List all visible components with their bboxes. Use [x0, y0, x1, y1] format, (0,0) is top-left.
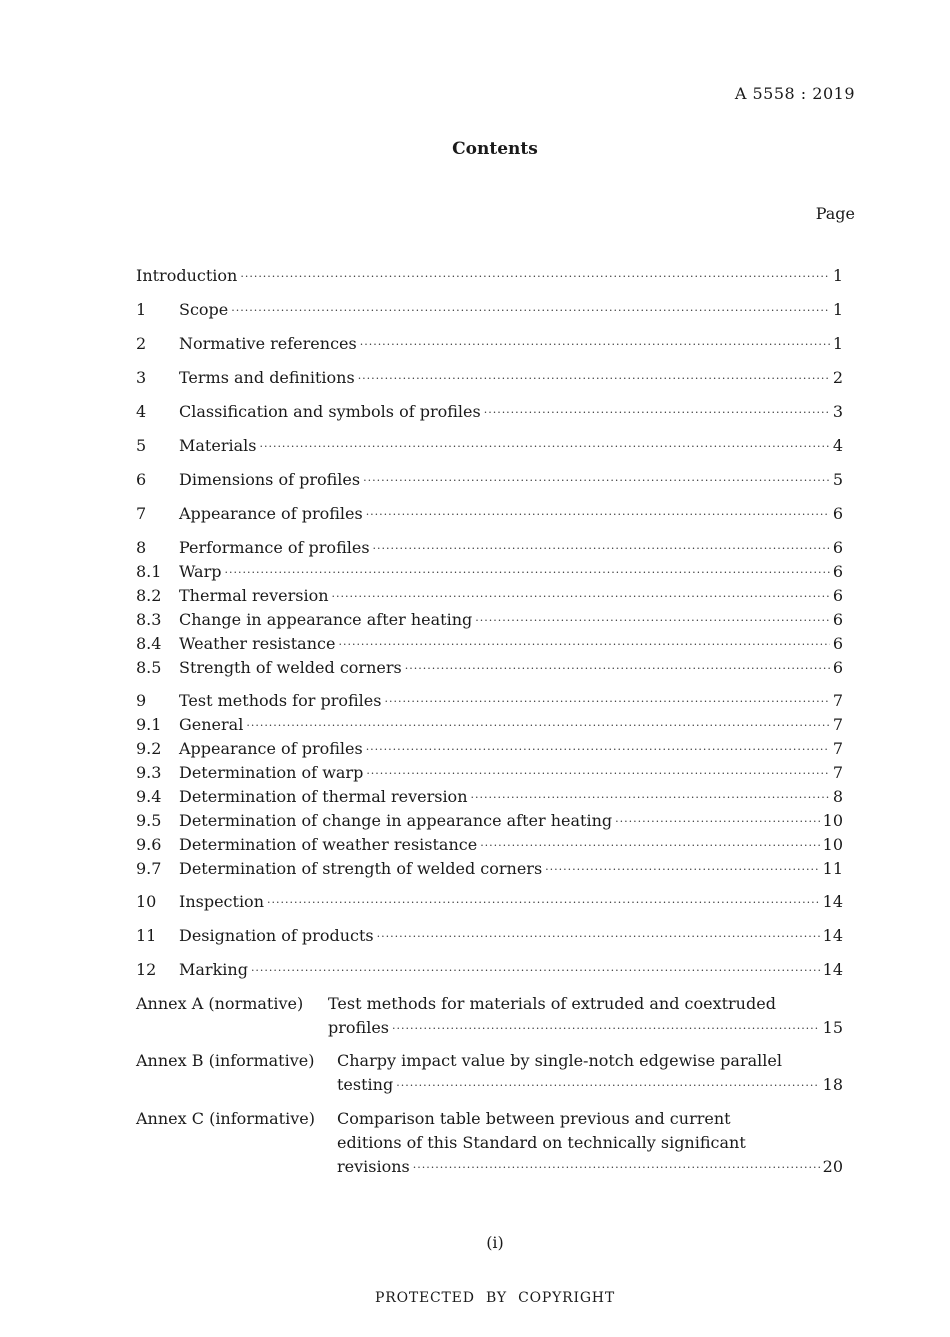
- dot-leader: [267, 886, 820, 912]
- toc-entry-title: Materials: [179, 436, 257, 455]
- toc-entry-title: Weather resistance: [179, 634, 336, 653]
- toc-entry-page: 6: [832, 504, 843, 523]
- toc-entry-page: 3: [832, 402, 843, 421]
- toc-entry-number: 9: [136, 691, 147, 710]
- annex-title-line: revisions: [337, 1157, 410, 1176]
- dot-leader: [377, 920, 820, 946]
- annex-title-line: Comparison table between previous and current: [337, 1109, 731, 1128]
- annex-page: 15: [822, 1018, 843, 1037]
- toc-entry-title: Determination of weather resistance: [179, 835, 478, 854]
- dot-leader: [259, 430, 829, 456]
- annex-entry[interactable]: [136, 1107, 843, 1179]
- toc-entry-title: Classification and symbols of profiles: [179, 402, 481, 421]
- toc-entry-title: Determination of warp: [179, 763, 364, 782]
- toc-entry[interactable]: [136, 434, 843, 458]
- toc-entry-number: 8.4: [136, 634, 162, 653]
- toc-entry-title: Determination of strength of welded corners: [179, 859, 543, 878]
- toc-entry-page: 6: [832, 562, 843, 581]
- toc-entry-title: Dimensions of profiles: [179, 470, 361, 489]
- annex-label: Annex C (informative): [136, 1109, 315, 1128]
- footer-page-number: (i): [486, 1233, 504, 1252]
- toc-entry-page: 1: [832, 334, 843, 353]
- toc-entry[interactable]: [136, 958, 843, 982]
- annex-title-line: Test methods for materials of extruded and coextruded: [328, 994, 776, 1013]
- toc-entry-title: Designation of products: [179, 926, 374, 945]
- toc-entry-title: Introduction: [136, 266, 238, 285]
- page-title: Contents: [452, 139, 538, 159]
- toc-entry[interactable]: [136, 468, 843, 492]
- toc-entry-page: 14: [822, 892, 843, 911]
- toc-entry-title: Performance of profiles: [179, 538, 370, 557]
- toc-entry[interactable]: [136, 502, 843, 526]
- annex-label: Annex A (normative): [136, 994, 304, 1013]
- annex-title-line: profiles: [328, 1018, 389, 1037]
- toc-entry-page: 1: [832, 300, 843, 319]
- annex-title-line: editions of this Standard on technically significant: [337, 1133, 746, 1152]
- toc-entry-page: 7: [832, 715, 843, 734]
- toc-entry-page: 7: [832, 763, 843, 782]
- toc-entry-number: 8.2: [136, 586, 162, 605]
- toc-entry-number: 6: [136, 470, 147, 489]
- toc-entry-page: 1: [832, 266, 843, 285]
- annex-page: 20: [822, 1157, 843, 1176]
- toc-entry-number: 8.5: [136, 658, 162, 677]
- toc-entry-page: 6: [832, 634, 843, 653]
- toc-entry-number: 8.3: [136, 610, 162, 629]
- toc-entry-page: 6: [832, 586, 843, 605]
- dot-leader: [615, 805, 820, 831]
- standard-id: A 5558 : 2019: [734, 84, 855, 103]
- toc-entry-number: 10: [136, 892, 157, 911]
- toc-entry-number: 1: [136, 300, 147, 319]
- annex-label: Annex B (informative): [136, 1051, 315, 1070]
- dot-leader: [240, 260, 829, 286]
- toc-entry[interactable]: [136, 656, 843, 680]
- dot-leader: [480, 829, 819, 855]
- toc-entry-page: 6: [832, 658, 843, 677]
- toc-entry-page: 2: [832, 368, 843, 387]
- toc-entry-title: Appearance of profiles: [179, 739, 363, 758]
- toc-entry[interactable]: [136, 298, 843, 322]
- dot-leader: [366, 498, 830, 524]
- toc-entry-title: Inspection: [179, 892, 264, 911]
- dot-leader: [471, 781, 830, 807]
- dot-leader: [231, 294, 830, 320]
- toc-entry-title: Normative references: [179, 334, 357, 353]
- toc-entry-title: Appearance of profiles: [179, 504, 363, 523]
- toc-entry-page: 14: [822, 926, 843, 945]
- annex-entry[interactable]: [136, 992, 843, 1040]
- toc-entry-number: 9.3: [136, 763, 162, 782]
- dot-leader: [392, 1012, 820, 1038]
- toc-entry-number: 9.7: [136, 859, 162, 878]
- dot-leader: [413, 1151, 820, 1177]
- toc-entry-page: 6: [832, 610, 843, 629]
- toc-entry-number: 4: [136, 402, 147, 421]
- toc-entry-title: Marking: [179, 960, 248, 979]
- toc-entry[interactable]: [136, 857, 843, 881]
- toc-entry-page: 14: [822, 960, 843, 979]
- toc-entry-title: Determination of change in appearance after heating: [179, 811, 613, 830]
- toc-entry-number: 8.1: [136, 562, 162, 581]
- toc-entry[interactable]: [136, 332, 843, 356]
- annex-title-line: testing: [337, 1075, 394, 1094]
- dot-leader: [475, 604, 830, 630]
- dot-leader: [396, 1069, 819, 1095]
- toc-entry[interactable]: [136, 264, 843, 288]
- copyright-notice: PROTECTED BY COPYRIGHT: [375, 1290, 615, 1306]
- toc-entry-page: 6: [832, 538, 843, 557]
- toc-entry-page: 10: [822, 835, 843, 854]
- toc-entry-title: Scope: [179, 300, 229, 319]
- toc-entry-number: 12: [136, 960, 157, 979]
- toc-entry-title: Determination of thermal reversion: [179, 787, 468, 806]
- dot-leader: [366, 757, 830, 783]
- toc-entry-title: Terms and definitions: [179, 368, 355, 387]
- dot-leader: [360, 328, 830, 354]
- toc-entry-page: 4: [832, 436, 843, 455]
- toc-entry-page: 7: [832, 691, 843, 710]
- toc-entry-number: 9.1: [136, 715, 162, 734]
- toc-entry-title: Strength of welded corners: [179, 658, 402, 677]
- toc-entry-number: 11: [136, 926, 157, 945]
- toc-entry-title: General: [179, 715, 244, 734]
- annex-title-line: Charpy impact value by single-notch edgewise parallel: [337, 1051, 782, 1070]
- toc-entry-page: 11: [822, 859, 843, 878]
- toc-entry-number: 9.2: [136, 739, 162, 758]
- toc-entry-number: 9.6: [136, 835, 162, 854]
- toc-entry[interactable]: [136, 924, 843, 948]
- toc-entry-page: 10: [822, 811, 843, 830]
- dot-leader: [366, 733, 830, 759]
- dot-leader: [358, 362, 830, 388]
- toc-entry[interactable]: [136, 400, 843, 424]
- annex-page: 18: [822, 1075, 843, 1094]
- dot-leader: [484, 396, 830, 422]
- dot-leader: [545, 853, 819, 879]
- toc-entry-number: 7: [136, 504, 147, 523]
- toc-entry-number: 2: [136, 334, 147, 353]
- dot-leader: [246, 709, 829, 735]
- toc-entry-title: Thermal reversion: [179, 586, 329, 605]
- dot-leader: [405, 652, 830, 678]
- toc-entry-page: 5: [832, 470, 843, 489]
- dot-leader: [373, 532, 830, 558]
- toc-entry[interactable]: [136, 366, 843, 390]
- annex-entry[interactable]: [136, 1049, 843, 1097]
- toc-entry-number: 3: [136, 368, 147, 387]
- toc-entry-number: 9.5: [136, 811, 162, 830]
- dot-leader: [384, 685, 829, 711]
- toc-entry-number: 5: [136, 436, 147, 455]
- toc-entry-title: Change in appearance after heating: [179, 610, 473, 629]
- toc-entry-page: 7: [832, 739, 843, 758]
- toc-entry-number: 9.4: [136, 787, 162, 806]
- toc-entry-number: 8: [136, 538, 147, 557]
- dot-leader: [363, 464, 830, 490]
- toc-entry-page: 8: [832, 787, 843, 806]
- dot-leader: [338, 628, 829, 654]
- page-column-heading: Page: [815, 204, 855, 223]
- toc-entry[interactable]: [136, 890, 843, 914]
- dot-leader: [224, 556, 829, 582]
- dot-leader: [251, 954, 820, 980]
- toc-entry-title: Test methods for profiles: [179, 691, 382, 710]
- dot-leader: [332, 580, 830, 606]
- toc-entry-title: Warp: [179, 562, 222, 581]
